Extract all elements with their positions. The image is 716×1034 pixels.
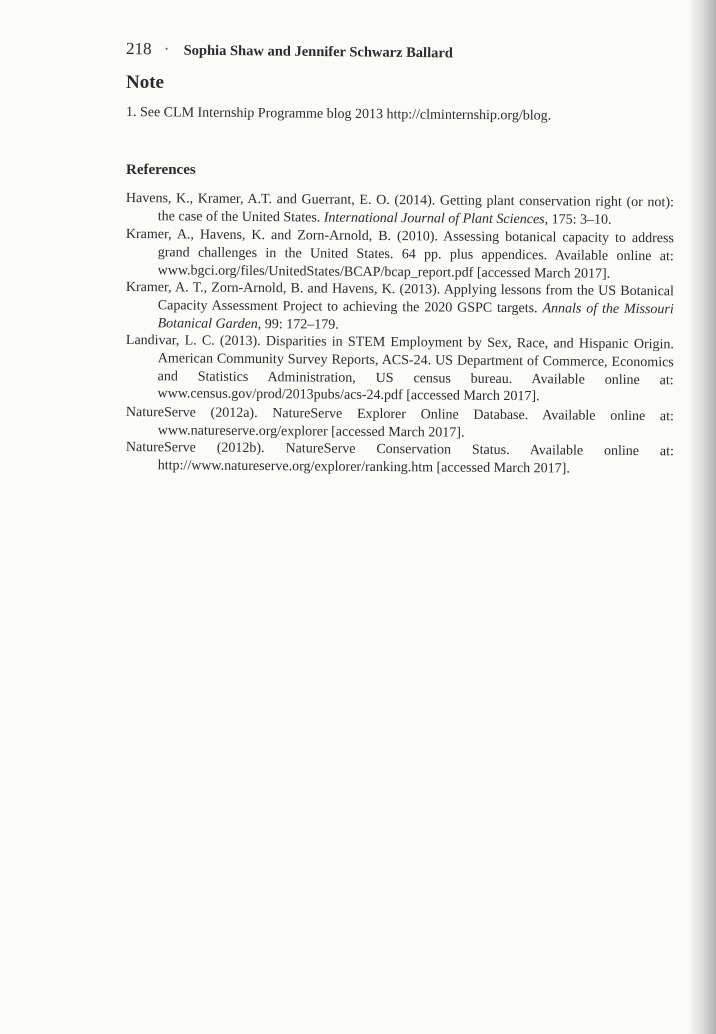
reference-entry bbox=[125, 332, 674, 407]
references-heading: References bbox=[126, 162, 196, 178]
reference-journal: International Journal of Plant Sciences bbox=[323, 210, 545, 228]
reference-entry bbox=[126, 226, 674, 284]
page-gutter-shadow bbox=[688, 0, 716, 1034]
running-head bbox=[126, 38, 674, 67]
page-content bbox=[126, 38, 674, 475]
reference-text: NatureServe (2012b). NatureServe Conservation Status. Available online at: http://www.natureserve.org/explorer/ranking.htm [accessed March 2017]. bbox=[125, 440, 674, 477]
header-separator: · bbox=[163, 39, 170, 59]
reference-text: NatureServe (2012a). NatureServe Explorer Online Database. Available online at: www.natureserve.org/explorer [accessed March 2017]. bbox=[125, 404, 674, 441]
reference-entry bbox=[126, 404, 674, 444]
reference-entry bbox=[126, 439, 674, 479]
reference-text: Havens, K., Kramer, A.T. and Guerrant, E. O. (2014). Getting plant conservation right (or not): the case of the United States. bbox=[125, 190, 674, 226]
reference-entry bbox=[126, 279, 674, 337]
reference-journal: Annals of the Missouri Botanical Garden bbox=[157, 301, 674, 332]
reference-entry bbox=[126, 190, 674, 230]
reference-text: Landivar, L. C. (2013). Disparities in STEM Employment by Sex, Race, and Hispanic Origin. American Community Survey Reports, ACS-24. US Department of Commerce, Economics and Statistics Administration, US census bureau. Available online at: www.census.gov/prod/2013pubs/acs-24.pdf [accessed March 2017]. bbox=[125, 333, 674, 406]
page-number: 218 bbox=[125, 39, 152, 59]
note-heading: Note bbox=[126, 72, 164, 93]
reference-citation: , 99: 172–179. bbox=[257, 316, 339, 333]
note-item: 1. See CLM Internship Programme blog 2013 http://clminternship.org/blog. bbox=[125, 105, 552, 124]
reference-list bbox=[126, 190, 674, 475]
reference-text: Kramer, A. T., Zorn-Arnold, B. and Havens, K. (2013). Applying lessons from the US Botanical Capacity Assessment Project to achieving the 2020 GSPC targets. bbox=[125, 279, 674, 317]
reference-text: Kramer, A., Havens, K. and Zorn-Arnold, B. (2010). Assessing botanical capacity to address grand challenges in the United States. 64 pp. plus appendices. Available online at: www.bgci.org/files/UnitedStates/BCAP/bcap_report.pdf [accessed March 2017]. bbox=[125, 226, 674, 281]
running-head-authors: Sophia Shaw and Jennifer Schwarz Ballard bbox=[183, 42, 453, 62]
reference-citation: , 175: 3–10. bbox=[544, 212, 612, 228]
